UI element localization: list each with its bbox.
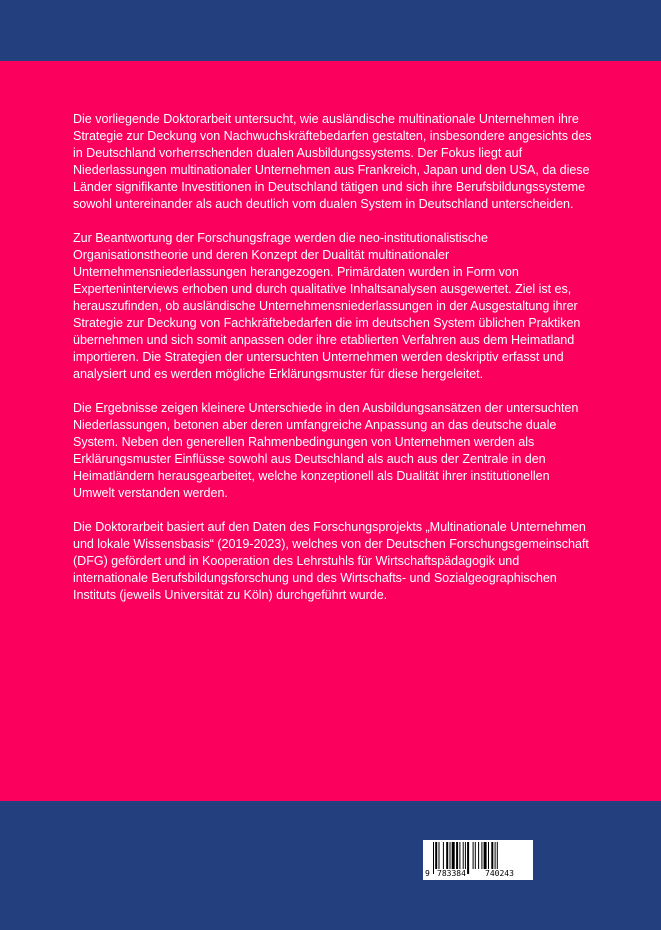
barcode-bar [473,842,474,869]
barcode-bar [456,842,458,869]
barcode-bar [443,842,444,869]
barcode-right-group: 740243 [485,869,514,878]
barcode-bar [481,842,482,869]
blurb-text [73,111,593,621]
barcode-bar [491,842,493,869]
barcode-bar [484,842,487,869]
barcode-bar [439,842,440,869]
top-navy-band [0,0,661,61]
barcode-digits [423,868,533,880]
bottom-navy-band [0,801,661,930]
barcode-left-group: 783384 [437,869,466,878]
barcode-bar [475,842,476,869]
barcode-bar [478,842,479,869]
blurb-paragraph-3: Die Ergebnisse zeigen kleinere Unterschiede in den Ausbildungsansätzen der untersuchten Niederlassungen, betonen aber deren umfangreiche Anpassung an das deutsche duale System. Neben den generellen Rahmenbedingungen von Unternehmen werden als Erklärungsmuster Einflüsse sowohl aus Deutschland als auch aus der Zentrale in den Heimatländern herausgearbeitet, welche konzeptionell als Dualität ihrer institutionellen Umwelt verstanden werden. [73,401,579,500]
barcode-bar [446,842,448,869]
barcode-bar [452,842,455,869]
isbn-barcode [423,840,533,880]
barcode-bar [463,842,464,869]
barcode-bar [450,842,451,869]
blurb-paragraph-2: Zur Beantwortung der Forschungsfrage werden die neo-institutionalistische Organisationstheorie und deren Konzept der Dualität multinationaler Unternehmensniederlassungen herangezogen. Primärdaten wurden in Form von Experteninterviews erhoben und durch qualitative Inhaltsanalysen ausgewertet. Ziel ist es, herauszufinden, ob ausländische Unternehmensniederlassungen in der Ausgestaltung ihrer Strategie zur Deckung von Fachkräftebedarfen die im deutschen System üblichen Praktiken übernehmen und sich somit anpassen oder ihre etablierten Verfahren aus dem Heimatland importieren. Die Strategien der untersuchten Unternehmen werden deskriptiv erfasst und analysiert und es werden mögliche Erklärungsmuster für diese hergeleitet. [73,231,581,381]
barcode-first-digit: 9 [425,869,430,878]
blurb-paragraph-4: Die Doktorarbeit basiert auf den Daten des Forschungsprojekts „Multinationale Unternehmen und lokale Wissensbasis“ (2019-2023), welches von der Deutschen Forschungsgemeinschaft (DFG) gefördert und in Kooperation des Lehrstuhls für Wirtschaftspädagogik und internationale Berufsbildungsforschung und des Wirtschafts- und Sozialgeographischen Instituts (jeweils Universität zu Köln) durchgeführt wurde. [73,520,589,602]
barcode-bar [459,842,460,869]
barcode-bar [435,842,437,869]
blurb-paragraph-1: Die vorliegende Doktorarbeit untersucht, wie ausländische multinationale Unternehmen ihre Strategie zur Deckung von Nachwuchskräftebedarfen gestalten, insbesondere angesichts des in Deutschland vorherrschenden dualen Ausbildungssystems. Der Fokus liegt auf Niederlassungen multinationaler Unternehmen aus Frankreich, Japan und den USA, da diese Länder signifikante Investitionen in Deutschland tätigen und sich ihre Berufsbildungssysteme sowohl untereinander als auch deutlich vom dualen System in Deutschland unterscheiden. [73,112,592,211]
barcode-bar [495,842,496,869]
barcode-bar [488,842,489,869]
